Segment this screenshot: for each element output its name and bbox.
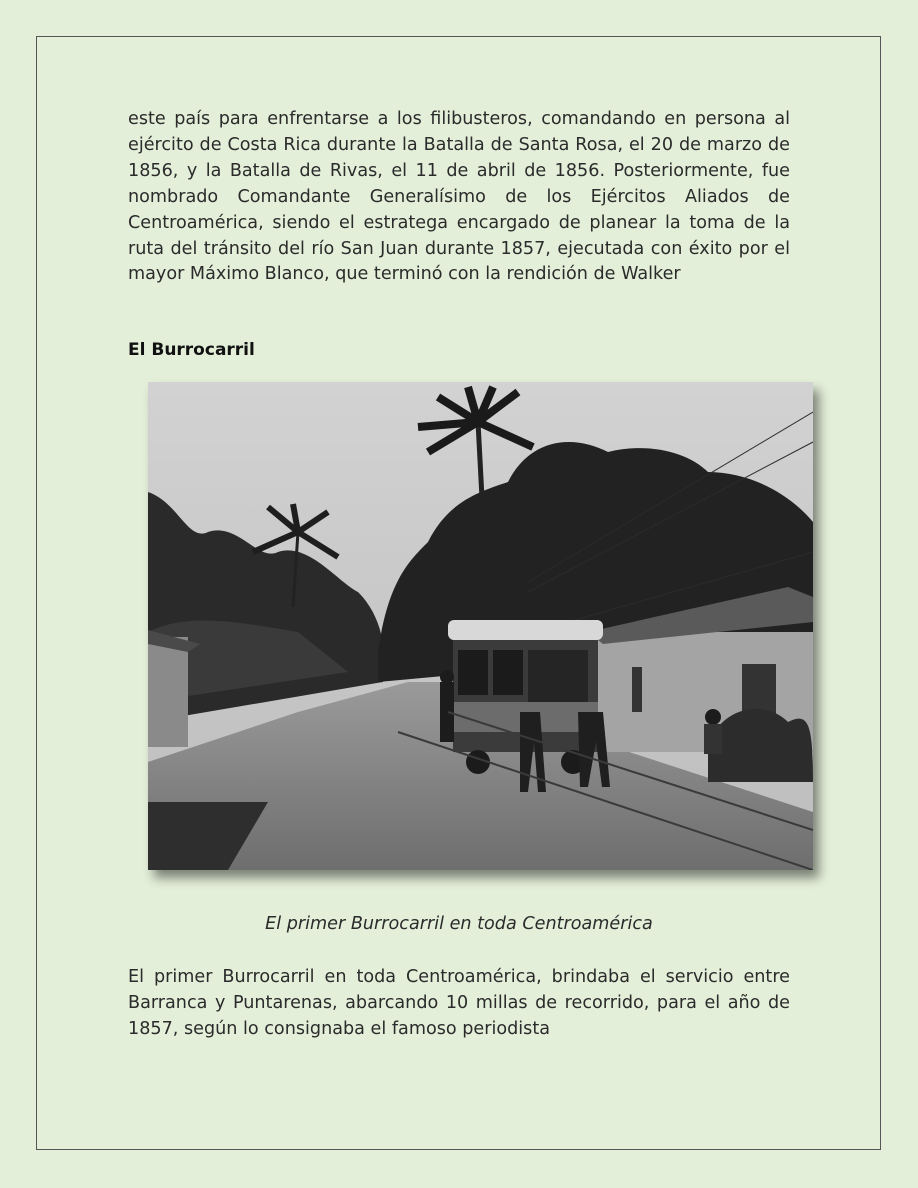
burrocarril-photo (148, 382, 813, 870)
intro-paragraph: este país para enfrentarse a los filibusteros, comandando en persona al ejército de Costa Rica durante la Batalla de Santa Rosa, el 20 de marzo de 1856, y la Batalla de Rivas, el 11 de abril de 1856. Posteriormente, fue nombrado Comandante Generalísimo de los Ejércitos Aliados de Centroamérica, siendo el estratega encargado de planear la toma de la ruta del tránsito del río San Juan durante 1857, ejecutada con éxito por el mayor Máximo Blanco, que terminó con la rendición de Walker (128, 109, 790, 285)
closing-paragraph: El primer Burrocarril en toda Centroamérica, brindaba el servicio entre Barranca y Puntarenas, abarcando 10 millas de recorrido, para el año de 1857, según lo consignaba el famoso periodista (128, 967, 790, 1039)
photo-caption: El primer Burrocarril en toda Centroamérica (265, 914, 653, 934)
section-heading: El Burrocarril (128, 340, 255, 360)
